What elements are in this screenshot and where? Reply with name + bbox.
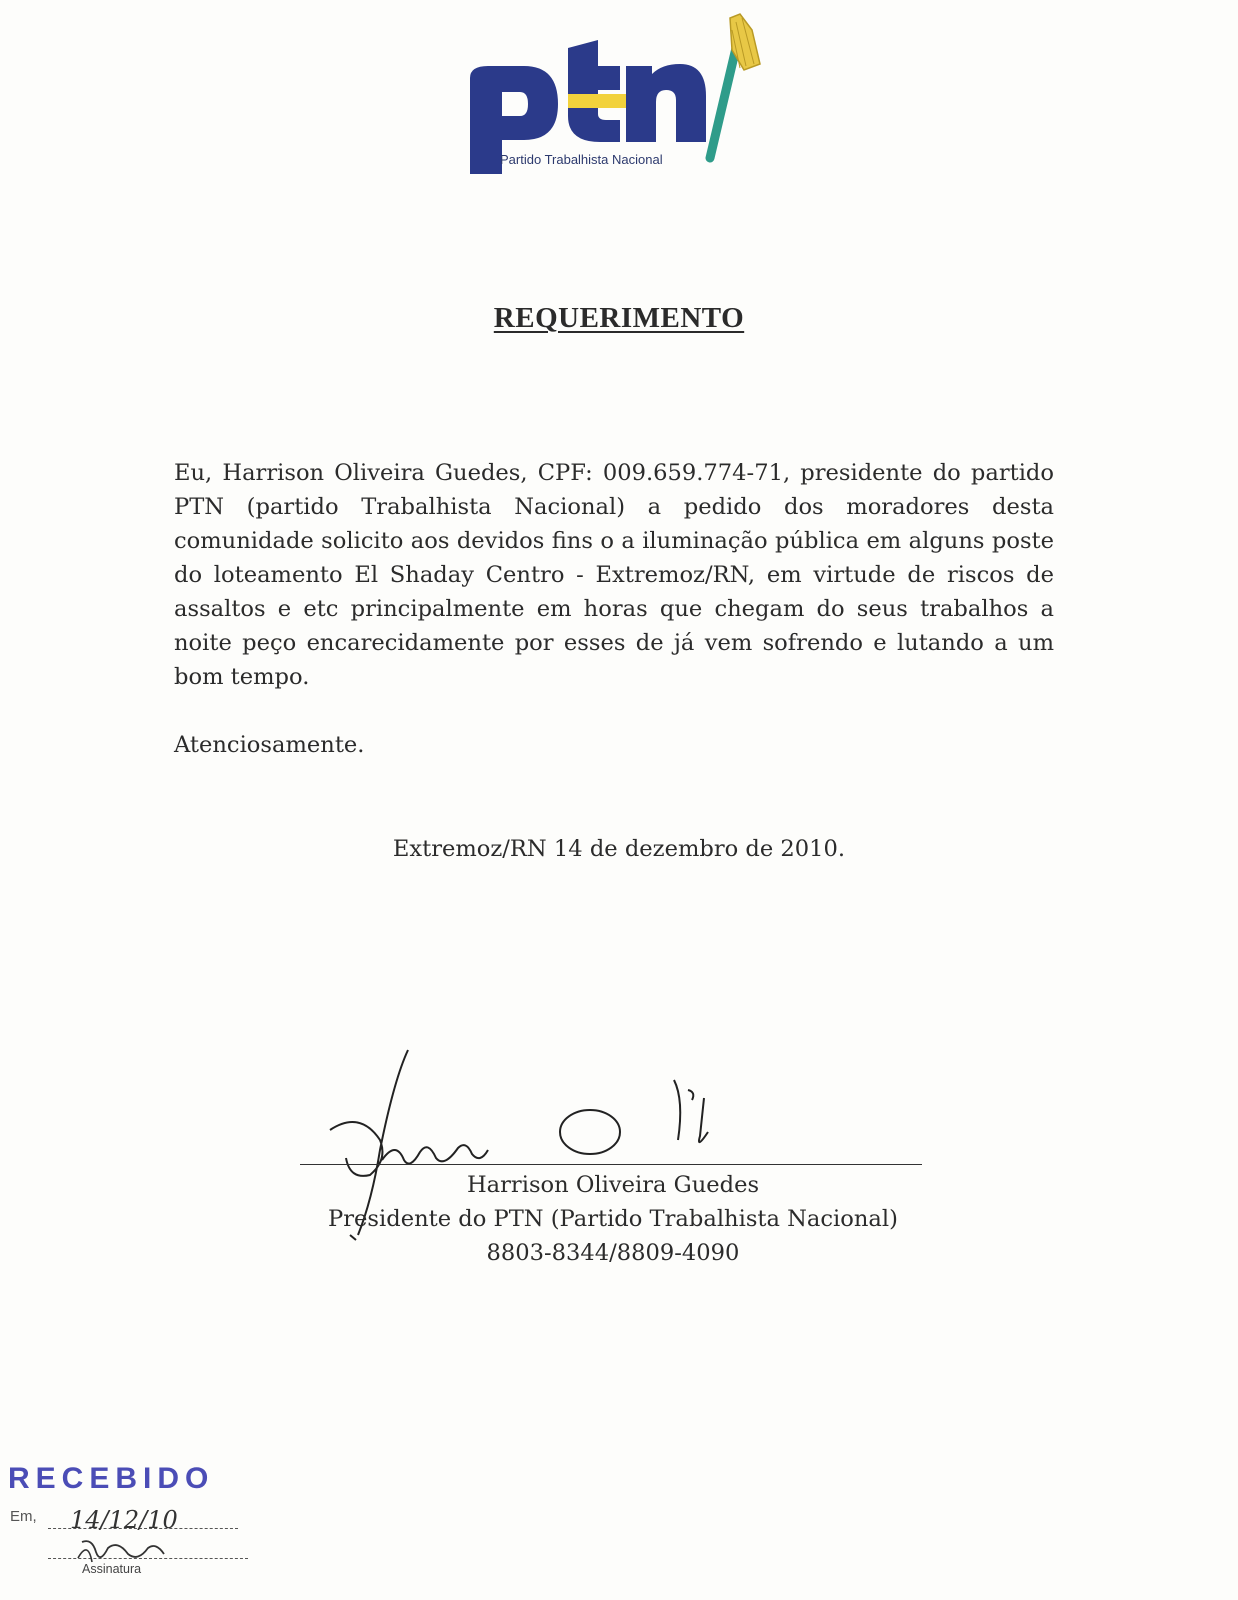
document-body: Eu, Harrison Oliveira Guedes, CPF: 009.659.774-71, presidente do partido PTN (partido Trabalhista Nacional) a pedido dos moradores desta comunidade solicito aos devidos fins o a iluminação pública em alguns poste do loteamento El Shaday Centro - Extremoz/RN, em virtude de riscos de assaltos e etc principalmente em horas que chegam do seus trabalhos a noite peço encarecidamente por esses de já vem sofrendo e lutando a um bom tempo. [174,460,1054,690]
document-title: REQUERIMENTO [493,302,745,334]
document-date: Extremoz/RN 14 de dezembro de 2010. [392,836,846,862]
signature-block [296,1168,930,1270]
stamp-signature-label: Assinatura [82,1562,142,1576]
logo-caption: Partido Trabalhista Nacional [500,152,663,167]
received-stamp [8,1462,258,1592]
ptn-logo [440,8,780,188]
signer-role: Presidente do PTN (Partido Trabalhista Nacional) [328,1206,898,1232]
signature-line [300,1164,922,1165]
signer-name: Harrison Oliveira Guedes [466,1172,760,1198]
signer-phone: 8803-8344/8809-4090 [486,1240,740,1266]
stamp-title: RECEBIDO [8,1462,215,1495]
stamp-handwritten-date: 14/12/10 [70,1506,178,1534]
stamp-em-label: Em, [10,1508,37,1525]
closing-line: Atenciosamente. [174,732,365,758]
stamp-handwriting [48,1498,248,1578]
